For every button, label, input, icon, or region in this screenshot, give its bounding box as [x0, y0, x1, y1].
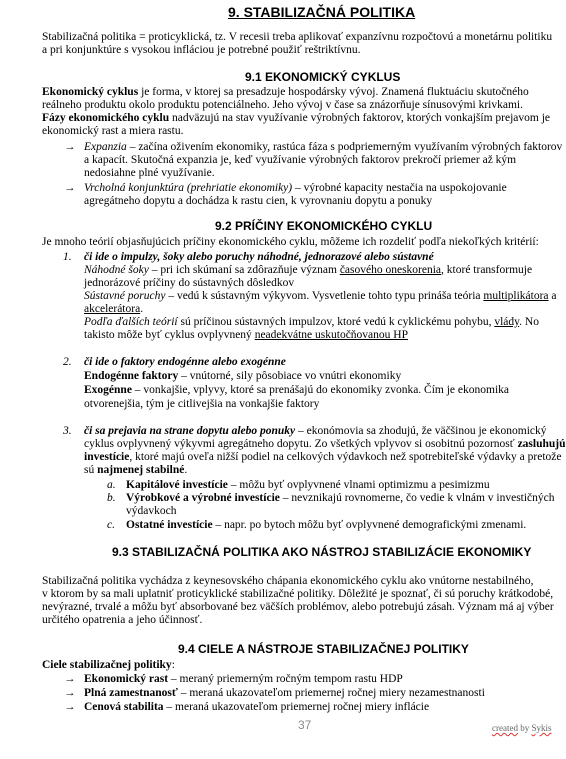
- term-other-theories: Podľa ďalších teórií: [84, 316, 178, 328]
- text: – meraný priemerným ročným tempom rastu HDP: [168, 673, 403, 685]
- text: – nevznikajú rovnomerne, čo vedie k vlnám v investičných: [279, 492, 555, 504]
- item-3-line-2: [84, 438, 566, 451]
- text: je forma, v ktorej sa presadzuje hospodársky vývoj. Znamená fluktuáciu skutočného: [138, 86, 529, 98]
- term-expansion: Expanzia: [84, 141, 127, 153]
- text: , ktoré majú oveľa nižší podiel na celkových výdavkoch než spotrebiteľské výdavky a pretože: [129, 451, 562, 463]
- text: . No: [519, 316, 539, 328]
- goals-label: [42, 659, 175, 672]
- term-governments: vlády: [494, 316, 520, 328]
- random-shocks-line-1: [84, 264, 532, 277]
- subitem-a-label: a.: [107, 479, 116, 491]
- text: Sykis: [531, 723, 552, 733]
- text: – pri ich skúmaní sa zdôrazňuje význam: [148, 264, 340, 276]
- random-shocks-line-2: jednorázové príčiny do sústavných dôsledkov: [84, 277, 295, 289]
- text: sú príčinou sústavných impulzov, ktoré vedú k cyklickému pohybu,: [177, 316, 495, 328]
- paragraph-phases-line-2: ekonomický rast a miera rastu.: [42, 125, 184, 137]
- goal-full-employment: [84, 687, 485, 700]
- text: Ciele stabilizačnej politiky: [42, 659, 172, 671]
- text: by: [517, 723, 532, 733]
- term-boom: Vrcholná konjunktúra (prehriatie ekonomiky): [84, 182, 293, 194]
- text: – výrobné kapacity nestačia na uspokojovanie: [292, 182, 507, 194]
- paragraph-phases-line-1: [42, 112, 550, 125]
- text: – meraná ukazovateľom priemernej ročnej miery inflácie: [163, 701, 430, 713]
- other-theories-line-2: [84, 329, 408, 342]
- item-3-line-4: [84, 464, 187, 477]
- text: cyklus ovplyvnený výkyvmi agregátneho dopytu. Zo všetkých vplyvov si osobitnú pozornosť: [84, 438, 518, 450]
- term-cycle-phases: Fázy ekonomického cyklu: [42, 112, 170, 124]
- term-capital-investments: Kapitálové investície: [126, 479, 228, 491]
- text: – vnútorné, sily pôsobiace vo vnútri ekonomiky: [178, 370, 402, 382]
- text: a: [548, 290, 557, 302]
- text: – môžu byť ovplyvnené vlnami optimizmu a pesimizmu: [227, 479, 490, 491]
- term-multiplier: multiplikátora: [483, 290, 549, 302]
- arrow-bullet-icon: →: [64, 673, 76, 685]
- text: – vonkajšie, vplyvy, ktoré sa prenášajú do ekonomiky zvonka. Čím je ekonomika: [131, 384, 510, 396]
- phase-expansion-line-3: nedosiahne plné využívanie.: [84, 167, 215, 179]
- term-least-stable: najmenej stabilné: [97, 464, 185, 476]
- item-3-heading: či sa prejavia na strane dopytu alebo ponuky: [84, 425, 296, 437]
- term-economic-growth: Ekonomický rast: [84, 673, 169, 685]
- phase-boom-line-1: [84, 182, 507, 195]
- systematic-disorders-line-2: [84, 303, 143, 316]
- term-systematic-disorders: Sústavné poruchy: [84, 290, 166, 302]
- text: created: [492, 723, 518, 733]
- text: nadväzujú na stav využívanie výrobných faktorov, ktorých vonkajším prejavom je: [169, 112, 551, 124]
- text: zasluhujú: [517, 438, 566, 450]
- text: .: [140, 303, 144, 315]
- stabilization-line-3: nevýrazné, trvalé a môžu byť absorbované bez väčších problémov, alebo potrebujú zásah. Význam má aj výber: [42, 601, 554, 613]
- text: – meraná ukazovateľom priemernej ročnej miery nezamestnanosti: [177, 687, 485, 699]
- text: – napr. po bytoch môžu byť ovplyvnené demografickými zmenami.: [212, 519, 527, 531]
- phase-boom-line-2: agregátneho dopytu a dochádza k rastu cien, k vyrovnaniu dopytu a ponuky: [84, 195, 433, 207]
- term-accelerator: akcelerátora: [84, 303, 141, 315]
- subitem-b-label: b.: [107, 492, 116, 504]
- paragraph-cycle-line-1: [42, 86, 529, 99]
- intro-line-2: a pri konjunktúre s vysokou infláciou je potrebné použiť reštriktívnu.: [42, 44, 361, 56]
- arrow-bullet-icon: →: [64, 182, 76, 194]
- term-random-shocks: Náhodné šoky: [84, 264, 149, 276]
- section-heading-9-4: 9.4 CIELE A NÁSTROJE STABILIZAČNEJ POLITIKY: [178, 642, 469, 656]
- term-economic-cycle: Ekonomický cyklus: [42, 86, 139, 98]
- stabilization-line-4: určitého opatrenia a jeho účinnosť.: [42, 614, 203, 626]
- page-number: 37: [298, 718, 312, 732]
- text: , ktoré transformuje: [441, 264, 533, 276]
- exogenous-factors-line-2: otvorenejšia, tým je citlivejšia na vonkajšie faktory: [84, 398, 320, 410]
- item-3-line-1: [84, 425, 547, 438]
- item-1-number: 1.: [63, 251, 72, 263]
- subitem-a: [126, 479, 490, 492]
- text: sú: [84, 464, 98, 476]
- section-heading-9-2: 9.2 PRÍČINY EKONOMICKÉHO CYKLU: [215, 219, 433, 233]
- endogenous-factors: [84, 370, 401, 383]
- causes-intro: Je mnoho teórií objasňujúcich príčiny ekonomického cyklu, môžeme ich rozdeliť podľa niekoľkých kritérií:: [42, 236, 539, 248]
- paragraph-cycle-line-2: reálneho produktu okolo produktu potenciálneho. Jeho vývoj v čase sa znázorňuje sínusovými krivkami.: [42, 99, 523, 111]
- term-price-stability: Cenová stabilita: [84, 701, 164, 713]
- term-inadequate-policy: neadekvátne uskutočňovanou HP: [254, 329, 408, 341]
- item-3-line-3: [84, 451, 562, 464]
- text: .: [184, 464, 188, 476]
- item-3-number: 3.: [63, 425, 72, 437]
- stabilization-line-2: v ktorom by sa mali uplatniť proticyklické stabilizačné politiky. Dôležité je spoznať, či sú poruchy krátkodobé,: [42, 588, 554, 600]
- author-signature: [492, 722, 552, 735]
- phase-expansion-line-1: [84, 141, 562, 154]
- text: – vedú k sústavným výkyvom. Vysvetlenie tohto typu prináša teória: [165, 290, 484, 302]
- term-exogenous: Exogénne: [84, 384, 132, 396]
- term-investments: investície: [84, 451, 130, 463]
- text: – začína oživením ekonomiky, rastúca fáza s podpriemerným využívaním výrobných faktorov: [126, 141, 563, 153]
- phase-expansion-line-2: a kapacít. Skutočná expanzia je, keď využívanie výrobných faktorov prekročí priemer až kým: [84, 154, 517, 166]
- term-other-investments: Ostatné investície: [126, 519, 213, 531]
- item-1-heading: či ide o impulzy, šoky alebo poruchy náhodné, jednorazové alebo sústavné: [84, 251, 434, 263]
- item-2-heading: či ide o faktory endogénne alebo exogénne: [84, 356, 286, 368]
- goal-price-stability: [84, 701, 429, 714]
- section-heading-9-1: 9.1 EKONOMICKÝ CYKLUS: [245, 70, 401, 84]
- subitem-c-label: c.: [107, 519, 115, 531]
- page-title: 9. STABILIZAČNÁ POLITIKA: [228, 4, 416, 20]
- arrow-bullet-icon: →: [64, 701, 76, 713]
- stabilization-line-1: Stabilizačná politika vychádza z keynesovského chápania ekonomického cyklu ako vnútorne nestabilného,: [42, 575, 534, 587]
- exogenous-factors-line-1: [84, 384, 509, 397]
- text: – ekonómovia sa zhodujú, že väčšinou je ekonomický: [295, 425, 547, 437]
- term-time-lag: časového oneskorenia: [339, 264, 442, 276]
- subitem-b-line-2: výdavkoch: [126, 505, 177, 517]
- text: takisto môže byť cyklus ovplyvnený: [84, 329, 255, 341]
- subitem-c: [126, 519, 526, 532]
- item-2-number: 2.: [63, 356, 72, 368]
- systematic-disorders-line-1: [84, 290, 557, 303]
- section-heading-9-3: 9.3 STABILIZAČNÁ POLITIKA AKO NÁSTROJ STABILIZÁCIE EKONOMIKY: [112, 545, 532, 559]
- arrow-bullet-icon: →: [64, 141, 76, 153]
- term-endogenous: Endogénne faktory: [84, 370, 179, 382]
- term-production-investments: Výrobkové a výrobné investície: [126, 492, 280, 504]
- text: :: [171, 659, 175, 671]
- term-full-employment: Plná zamestnanosť: [84, 687, 178, 699]
- goal-economic-growth: [84, 673, 403, 686]
- other-theories-line-1: [84, 316, 539, 329]
- intro-line-1: Stabilizačná politika = proticyklická, tz. V recesii treba aplikovať expanzívnu rozpočtovú a monetárnu politiku: [42, 31, 553, 43]
- subitem-b-line-1: [126, 492, 555, 505]
- arrow-bullet-icon: →: [64, 687, 76, 699]
